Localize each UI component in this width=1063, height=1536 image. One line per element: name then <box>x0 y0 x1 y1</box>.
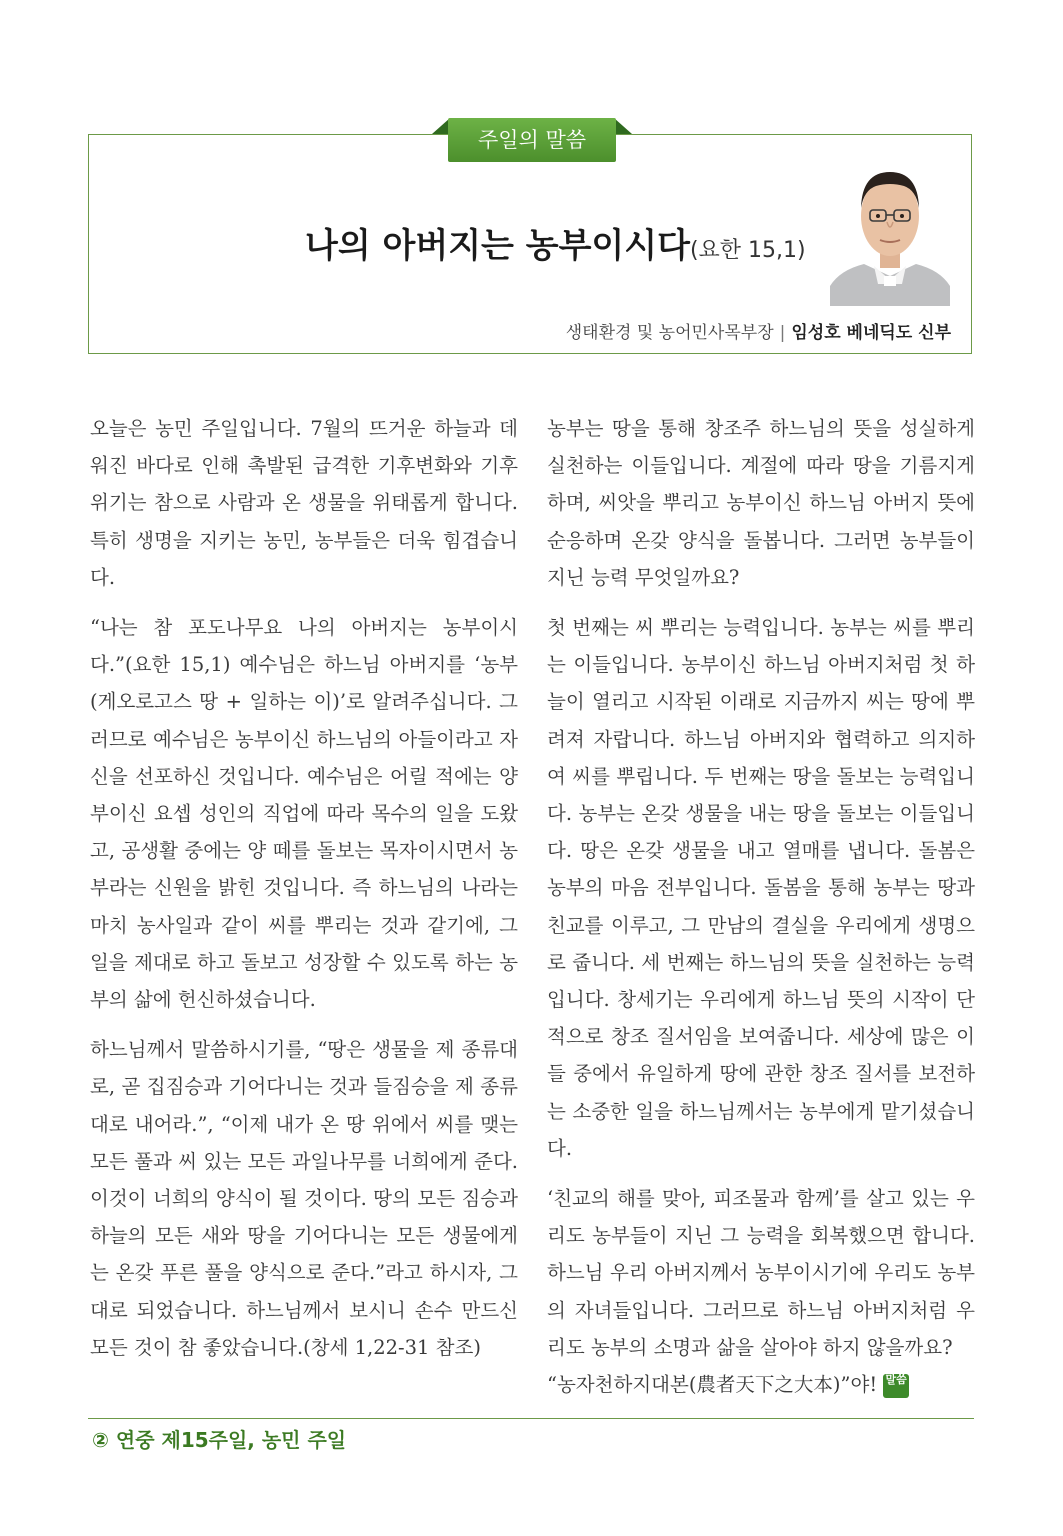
paragraph: ‘친교의 해를 맞아, 피조물과 함께’를 살고 있는 우리도 농부들이 지닌 그 능력을 회복했으면 합니다. 하느님 우리 아버지께서 농부이시기에 우리도 농부의 자녀들입니다. 그러므로 하느님 아버지처럼 우리도 농부의 소명과 삶을 살아야 하지 않을까요? <box>547 1187 975 1359</box>
section-tag-label: 주일의 말씀 <box>448 118 616 162</box>
portrait-illustration <box>830 158 950 306</box>
author-role: 생태환경 및 농어민사목부장 <box>565 323 774 343</box>
end-mark-icon: 말씀 <box>883 1374 909 1398</box>
paragraph: 오늘은 농민 주일입니다. 7월의 뜨거운 하늘과 데워진 바다로 인해 촉발된 급격한 기후변화와 기후위기는 참으로 사람과 온 생물을 위태롭게 합니다. 특히 생명을 지키는 농민, 농부들은 더욱 힘겹습니다. <box>90 417 518 589</box>
author-portrait <box>830 158 950 306</box>
author-byline <box>566 318 951 343</box>
section-tag <box>432 118 632 164</box>
tag-fold-right <box>614 118 632 134</box>
footer-divider <box>88 1418 974 1419</box>
author-name: 임성호 베네딕도 신부 <box>791 323 951 343</box>
paragraph: 하느님께서 말씀하시기를, “땅은 생물을 제 종류대로, 곧 집짐승과 기어다니는 것과 들짐승을 제 종류대로 내어라.”, “이제 내가 온 땅 위에서 씨를 맺는 모든 풀과 씨 있는 모든 과일나무를 너희에게 준다. 이것이 너희의 양식이 될 것이다. 땅의 모든 짐승과 하늘의 모든 새와 땅을 기어다니는 모든 생물에게는 온갖 푸른 풀을 양식으로 준다.”라고 하시자, 그대로 되었습니다. 하느님께서 보시니 손수 만드신 모든 것이 참 좋았습니다.(창세 1,22-31 참조) <box>90 1038 518 1359</box>
byline-separator: | <box>779 323 786 343</box>
page-title <box>305 218 806 267</box>
title-text: 나의 아버지는 농부이시다 <box>305 226 690 266</box>
paragraph: “나는 참 포도나무요 나의 아버지는 농부이시다.”(요한 15,1) 예수님은 하느님 아버지를 ‘농부(게오로고스 땅 + 일하는 이)’로 알려주십니다. 그러므로 예수님은 농부이신 하느님의 아들이라고 자신을 선포하신 것입니다. 예수님은 어릴 적에는 양부이신 요셉 성인의 직업에 따라 목수의 일을 도왔고, 공생활 중에는 양 떼를 돌보는 목자이시면서 농부라는 신원을 밝힌 것입니다. 즉 하느님의 나라는 마치 농사일과 같이 씨를 뿌리는 것과 같기에, 그 일을 제대로 하고 돌보고 성장할 수 있도록 하는 농부의 삶에 헌신하셨습니다. <box>90 616 518 1012</box>
article-column-right <box>547 410 975 1403</box>
paragraph: 농부는 땅을 통해 창조주 하느님의 뜻을 성실하게 실천하는 이들입니다. 계절에 따라 땅을 기름지게 하며, 씨앗을 뿌리고 농부이신 하느님 아버지 뜻에 순응하며 온갖 양식을 돌봅니다. 그러면 농부들이 지닌 능력 무엇일까요? <box>547 417 975 589</box>
paragraph: 첫 번째는 씨 뿌리는 능력입니다. 농부는 씨를 뿌리는 이들입니다. 농부이신 하느님 아버지처럼 첫 하늘이 열리고 시작된 이래로 지금까지 씨는 땅에 뿌려져 자랍니다. 하느님 아버지와 협력하고 의지하여 씨를 뿌립니다. 두 번째는 땅을 돌보는 능력입니다. 농부는 온갖 생물을 내는 땅을 돌보는 이들입니다. 땅은 온갖 생물을 내고 열매를 냅니다. 돌봄은 농부의 마음 전부입니다. 돌봄을 통해 농부는 땅과 친교를 이루고, 그 만남의 결실을 우리에게 생명으로 줍니다. 세 번째는 하느님의 뜻을 실천하는 능력입니다. 창세기는 우리에게 하느님 뜻의 시작이 단적으로 창조 질서임을 보여줍니다. 세상에 많은 이들 중에서 유일하게 땅에 관한 창조 질서를 보전하는 소중한 일을 하느님께서는 농부에게 맡기셨습니다. <box>547 616 975 1160</box>
closing-line <box>547 1366 975 1403</box>
title-reference: (요한 15,1) <box>689 238 806 263</box>
page-footer: ② 연중 제15주일, 농민 주일 <box>92 1428 347 1452</box>
closing-text: “농자천하지대본(農者天下之大本)”야! <box>547 1373 878 1397</box>
article-column-left <box>90 410 518 1379</box>
